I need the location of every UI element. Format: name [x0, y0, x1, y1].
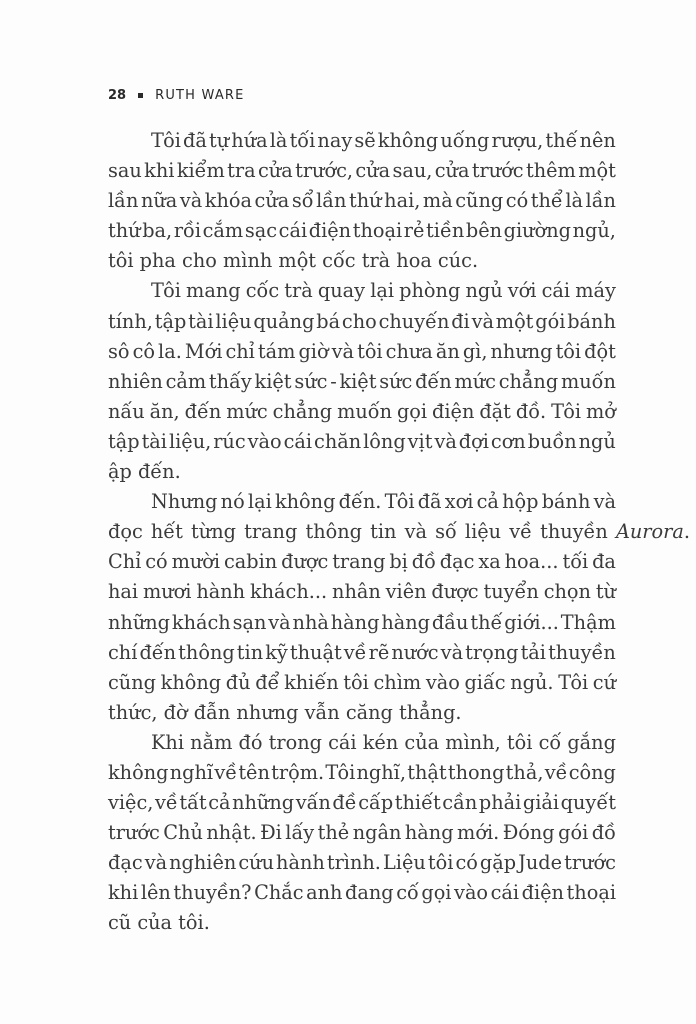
text-line: cũ của tôi. [108, 911, 210, 935]
page-number: 28 [108, 88, 127, 103]
ship-name-italic: Aurora [615, 520, 684, 544]
text-line: tôi pha cho mình một cốc trà hoa cúc. [108, 249, 479, 273]
text-line: lần nữa và khóa cửa sổ lần thứ hai, mà cũng có thể là lần [108, 189, 616, 213]
text-line: việc, về tất cả những vấn đề cấp thiết cần phải giải quyết [108, 791, 616, 815]
paragraph [108, 126, 616, 276]
text-line: Khi nằm đó trong cái kén của mình, tôi cố gắng [151, 730, 616, 754]
text-line: tính, tập tài liệu quảng bá cho chuyến đi và một gói bánh [108, 309, 616, 333]
text-line: những khách sạn và nhà hàng hàng đầu thế giới... Thậm [108, 610, 616, 634]
text-line: không nghĩ về tên trộm. Tôi nghĩ, thật thong thả, về công [108, 760, 616, 784]
paragraph [108, 728, 616, 939]
text-line: hai mươi hành khách... nhân viên được tuyển chọn từ [108, 580, 616, 604]
text-line: Nhưng nó lại không đến. Tôi đã xơi cả hộp bánh và [151, 490, 616, 514]
running-header [108, 88, 245, 103]
author-name: RUTH WARE [155, 88, 245, 103]
text-line: Tôi đã tự hứa là tối nay sẽ không uống rượu, thế nên [151, 129, 616, 152]
text-line: chí đến thông tin kỹ thuật về rẽ nước và trọng tải thuyền [108, 640, 616, 664]
text-line: tập tài liệu, rúc vào cái chăn lông vịt và đợi cơn buồn ngủ [108, 429, 616, 453]
text-line: cũng không đủ để khiến tôi chìm vào giấc ngủ. Tôi cứ [108, 670, 616, 694]
text-segment: . [683, 520, 690, 544]
text-line: Tôi mang cốc trà quay lại phòng ngủ với cái máy [151, 279, 616, 303]
text-line [108, 517, 690, 547]
paragraph [108, 276, 616, 487]
separator-square-icon [138, 93, 143, 98]
text-line: sau khi kiểm tra cửa trước, cửa sau, cửa trước thêm một [108, 159, 616, 183]
text-line: sô cô la. Mới chỉ tám giờ và tôi chưa ăn gì, nhưng tôi đột [108, 339, 616, 363]
text-line: thức, đờ đẫn nhưng vẫn căng thẳng. [108, 700, 462, 724]
text-segment: đọc hết từng trang thông tin và số liệu về thuyền [108, 520, 616, 544]
text-line: ập đến. [108, 460, 181, 484]
page-body [108, 126, 690, 939]
text-line: thứ ba, rồi cắm sạc cái điện thoại rẻ tiền bên giường ngủ, [108, 219, 616, 243]
text-line: Chỉ có mười cabin được trang bị đồ đạc xa hoa... tối đa [108, 550, 616, 574]
text-line: nấu ăn, đến mức chẳng muốn gọi điện đặt đồ. Tôi mở [108, 399, 616, 423]
text-line: khi lên thuyền? Chắc anh đang cố gọi vào cái điện thoại [108, 881, 616, 905]
text-line: trước Chủ nhật. Đi lấy thẻ ngân hàng mới. Đóng gói đồ [108, 821, 616, 845]
paragraph [108, 487, 690, 728]
text-line: nhiên cảm thấy kiệt sức - kiệt sức đến mức chẳng muốn [108, 369, 616, 393]
text-line: đạc và nghiên cứu hành trình. Liệu tôi có gặp Jude trước [108, 851, 616, 875]
